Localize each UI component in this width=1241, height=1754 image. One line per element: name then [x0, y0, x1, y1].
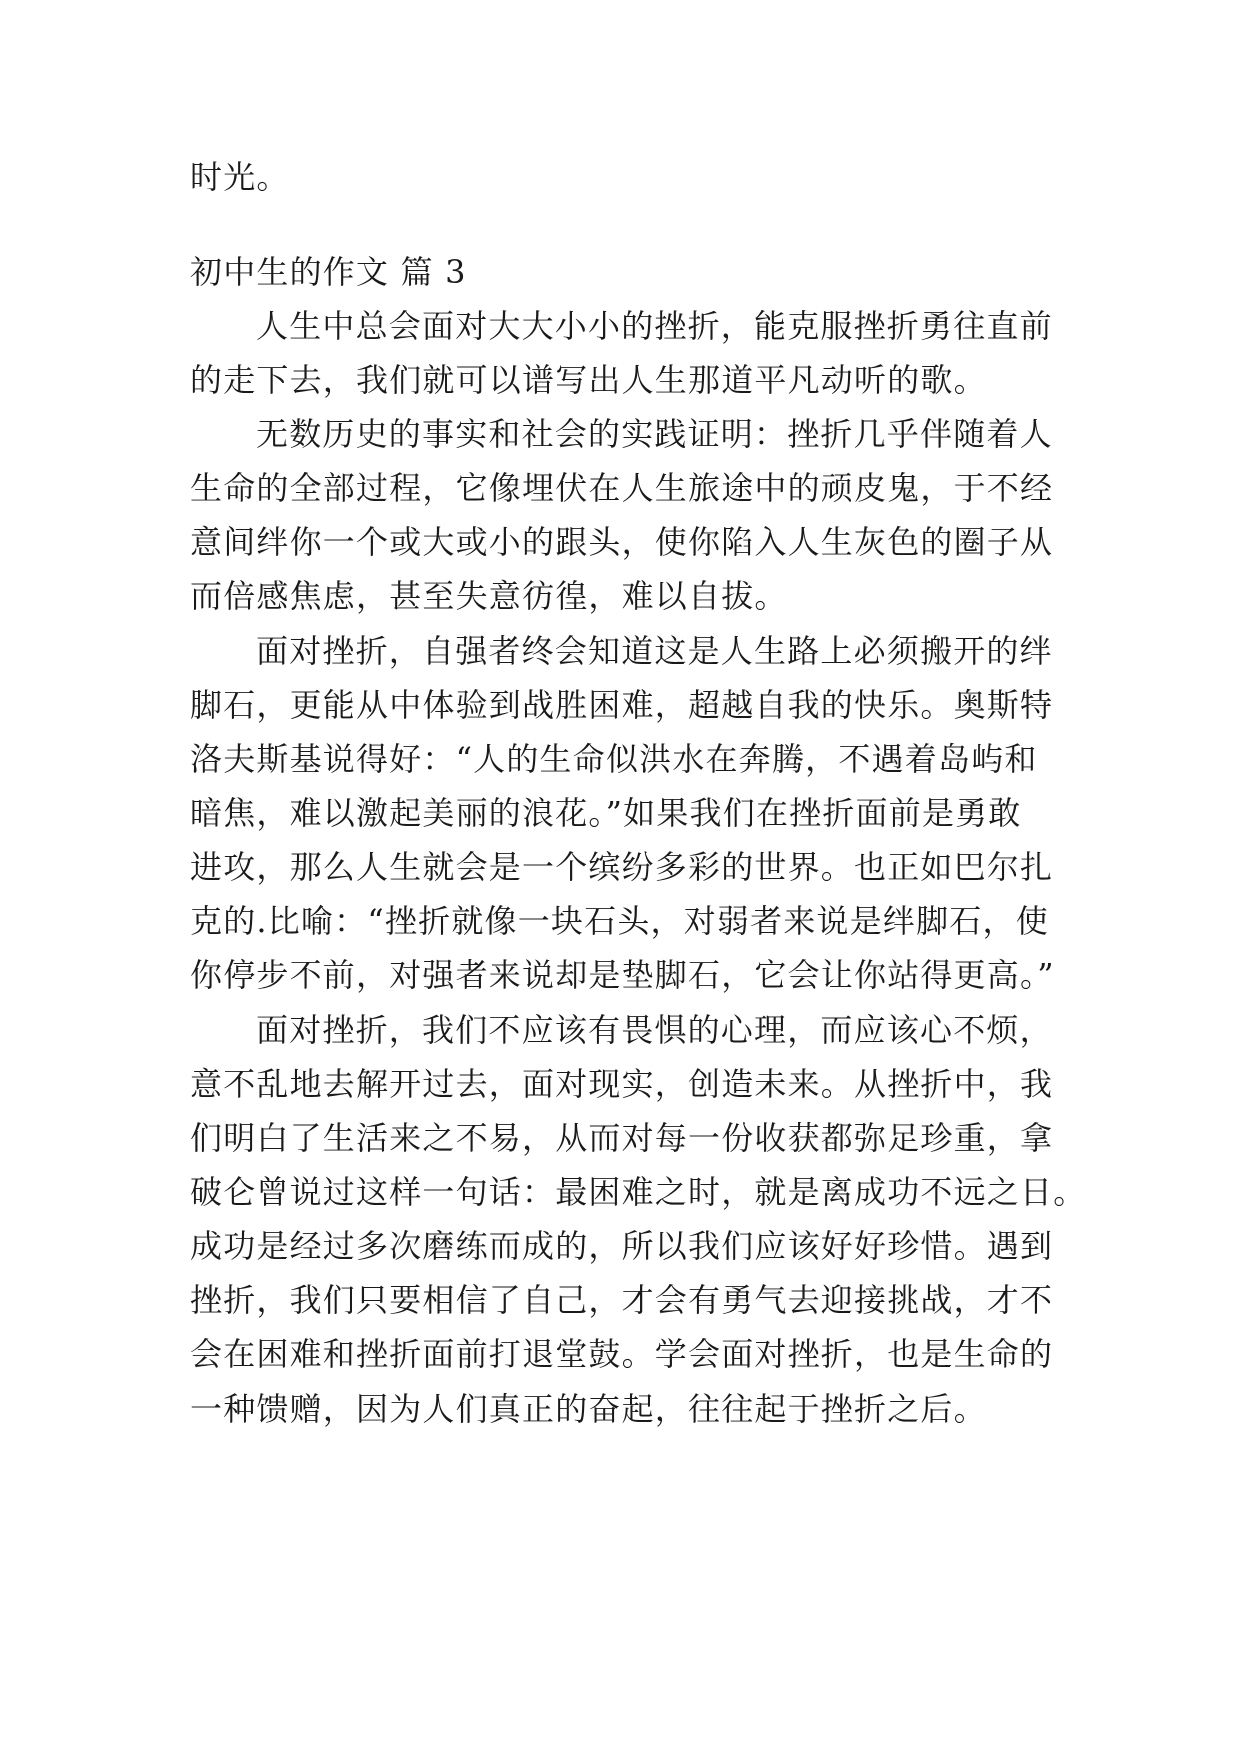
- text-line: 洛夫斯基说得好：“人的生命似洪水在奔腾，不遇着岛屿和: [190, 740, 1038, 778]
- text-line: 暗焦，难以激起美丽的浪花。”如果我们在挫折面前是勇敢: [190, 794, 1022, 832]
- text-line: 人生中总会面对大大小小的挫折，能克服挫折勇往直前: [256, 307, 1053, 345]
- text-line: 无数历史的事实和社会的实践证明：挫折几乎伴随着人: [256, 415, 1053, 453]
- section-heading: 初中生的作文 篇 3: [190, 253, 467, 291]
- text-line: 一种馈赠，因为人们真正的奋起，往往起于挫折之后。: [190, 1390, 987, 1428]
- text-line: 会在困难和挫折面前打退堂鼓。学会面对挫折，也是生命的: [190, 1335, 1054, 1373]
- text-line: 生命的全部过程，它像埋伏在人生旅途中的顽皮鬼，于不经: [190, 469, 1054, 507]
- text-line: 们明白了生活来之不易，从而对每一份收获都弥足珍重，拿: [190, 1119, 1054, 1157]
- text-line: 面对挫折，自强者终会知道这是人生路上必须搬开的绊: [256, 632, 1053, 670]
- text-line: 克的.比喻：“挫折就像一块石头，对弱者来说是绊脚石，使: [190, 902, 1049, 940]
- text-line: 意不乱地去解开过去，面对现实，创造未来。从挫折中，我: [190, 1065, 1054, 1103]
- text-line: 面对挫折，我们不应该有畏惧的心理，而应该心不烦，: [256, 1011, 1053, 1049]
- text-line: 破仑曾说过这样一句话：最困难之时，就是离成功不远之日。: [190, 1173, 1087, 1211]
- text-line: 而倍感焦虑，甚至失意彷徨，难以自拔。: [190, 577, 788, 615]
- text-line: 的走下去，我们就可以谱写出人生那道平凡动听的歌。: [190, 361, 987, 399]
- text-line: 进攻，那么人生就会是一个缤纷多彩的世界。也正如巴尔扎: [190, 848, 1054, 886]
- text-line: 成功是经过多次磨练而成的，所以我们应该好好珍惜。遇到: [190, 1227, 1054, 1265]
- text-line: 你停步不前，对强者来说却是垫脚石，它会让你站得更高。”: [190, 956, 1055, 994]
- text-line: 脚石，更能从中体验到战胜困难，超越自我的快乐。奥斯特: [190, 686, 1054, 724]
- text-line: 挫折，我们只要相信了自己，才会有勇气去迎接挑战，才不: [190, 1281, 1054, 1319]
- text-line: 时光。: [190, 158, 290, 196]
- text-line: 意间绊你一个或大或小的跟头，使你陷入人生灰色的圈子从: [190, 523, 1054, 561]
